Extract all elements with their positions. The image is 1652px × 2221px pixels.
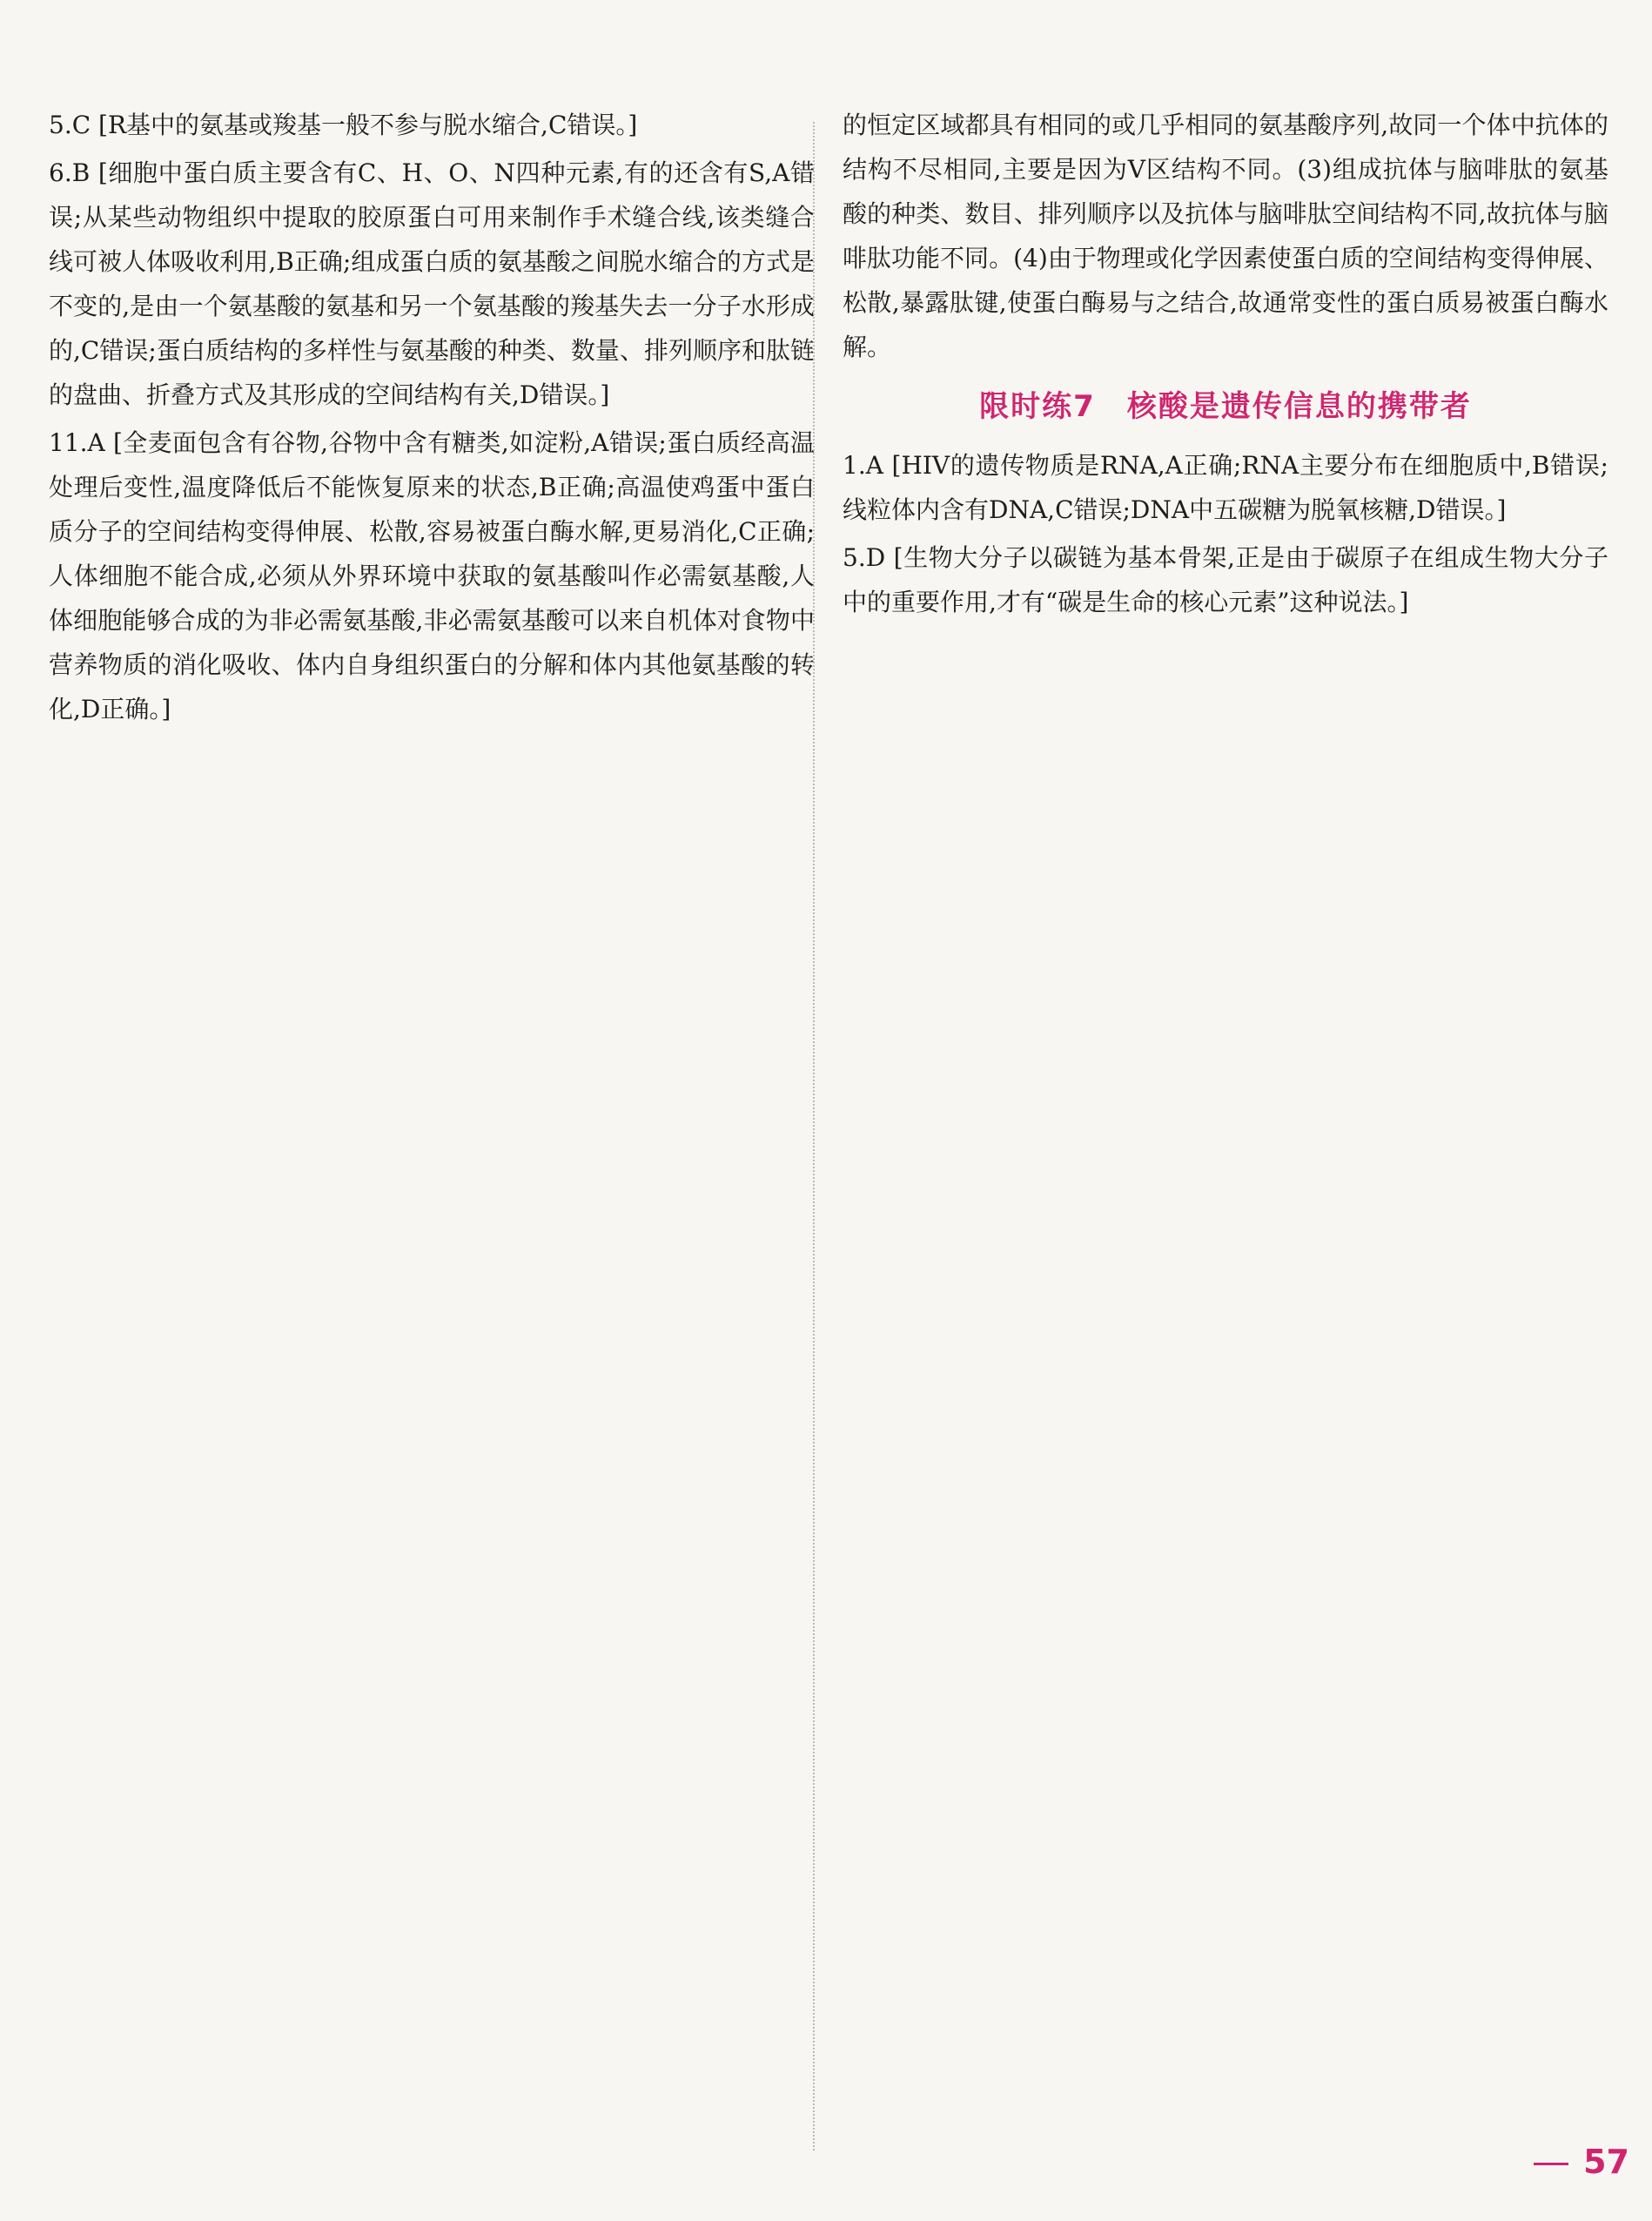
- answer-paragraph: 5.C [R基中的氨基或羧基一般不参与脱水缩合,C错误。]: [49, 111, 638, 139]
- column-divider: [813, 122, 815, 2150]
- answer-paragraph: 11.A [全麦面包含有谷物,谷物中含有糖类,如淀粉,A错误;蛋白质经高温处理后变性,温度降低后不能恢复原来的状态,B正确;高温使鸡蛋中蛋白质分子的空间结构变得伸展、松散,容易被蛋白酶水解,更易消化,C正确;人体细胞不能合成,必须从外界环境中获取的氨基酸叫作必需氨基酸,人体细胞能够合成的为非必需氨基酸,非必需氨基酸可以来自机体对食物中营养物质的消化吸收、体内自身组织蛋白的分解和体内其他氨基酸的转化,D正确。]: [49, 428, 815, 724]
- page-number-dash: [1534, 2163, 1568, 2165]
- left-column: [49, 103, 815, 735]
- section-title: 限时练7 核酸是遗传信息的携带者: [979, 389, 1472, 424]
- answer-paragraph: 5.D [生物大分子以碳链为基本骨架,正是由于碳原子在组成生物大分子中的重要作用,才有“碳是生命的核心元素”这种说法。]: [843, 543, 1608, 616]
- right-column: [843, 103, 1608, 628]
- answer-paragraph: 的恒定区域都具有相同的或几乎相同的氨基酸序列,故同一个体中抗体的结构不尽相同,主要是因为V区结构不同。(3)组成抗体与脑啡肽的氨基酸的种类、数目、排列顺序以及抗体与脑啡肽空间结构不同,故抗体与脑啡肽功能不同。(4)由于物理或化学因素使蛋白质的空间结构变得伸展、松散,暴露肽键,使蛋白酶易与之结合,故通常变性的蛋白质易被蛋白酶水解。: [843, 111, 1608, 361]
- answer-paragraph: 1.A [HIV的遗传物质是RNA,A正确;RNA主要分布在细胞质中,B错误;线粒体内含有DNA,C错误;DNA中五碳糖为脱氧核糖,D错误。]: [843, 451, 1608, 524]
- page-number: 57: [1583, 2143, 1629, 2181]
- answer-paragraph: 6.B [细胞中蛋白质主要含有C、H、O、N四种元素,有的还含有S,A错误;从某些动物组织中提取的胶原蛋白可用来制作手术缝合线,该类缝合线可被人体吸收利用,B正确;组成蛋白质的氨基酸之间脱水缩合的方式是不变的,是由一个氨基酸的氨基和另一个氨基酸的羧基失去一分子水形成的,C错误;蛋白质结构的多样性与氨基酸的种类、数量、排列顺序和肽链的盘曲、折叠方式及其形成的空间结构有关,D错误。]: [49, 158, 815, 409]
